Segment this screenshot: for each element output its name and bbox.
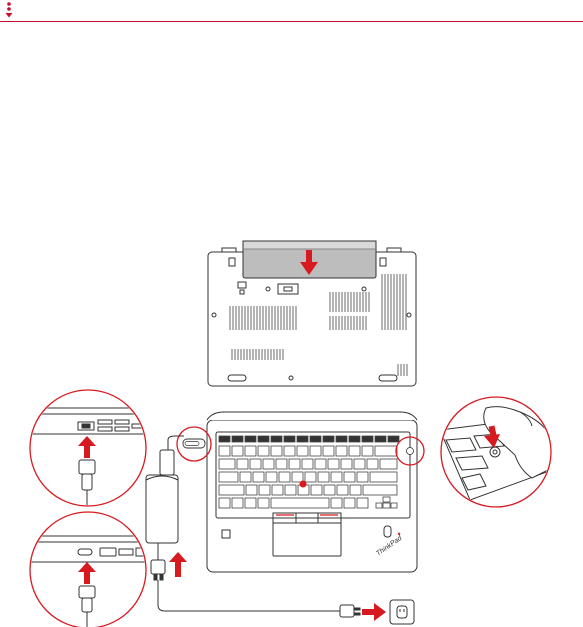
svg-text:ThinkPad: ThinkPad [375,534,404,558]
outlet-plug-arrow [362,603,386,621]
callout-side-port-top [30,390,148,510]
usb-c-port-highlight [177,427,211,461]
trackpoint [300,481,307,488]
adapter-plug-arrow [169,552,187,577]
callout-power-button [440,397,553,507]
callout-side-port-bottom [30,512,148,627]
